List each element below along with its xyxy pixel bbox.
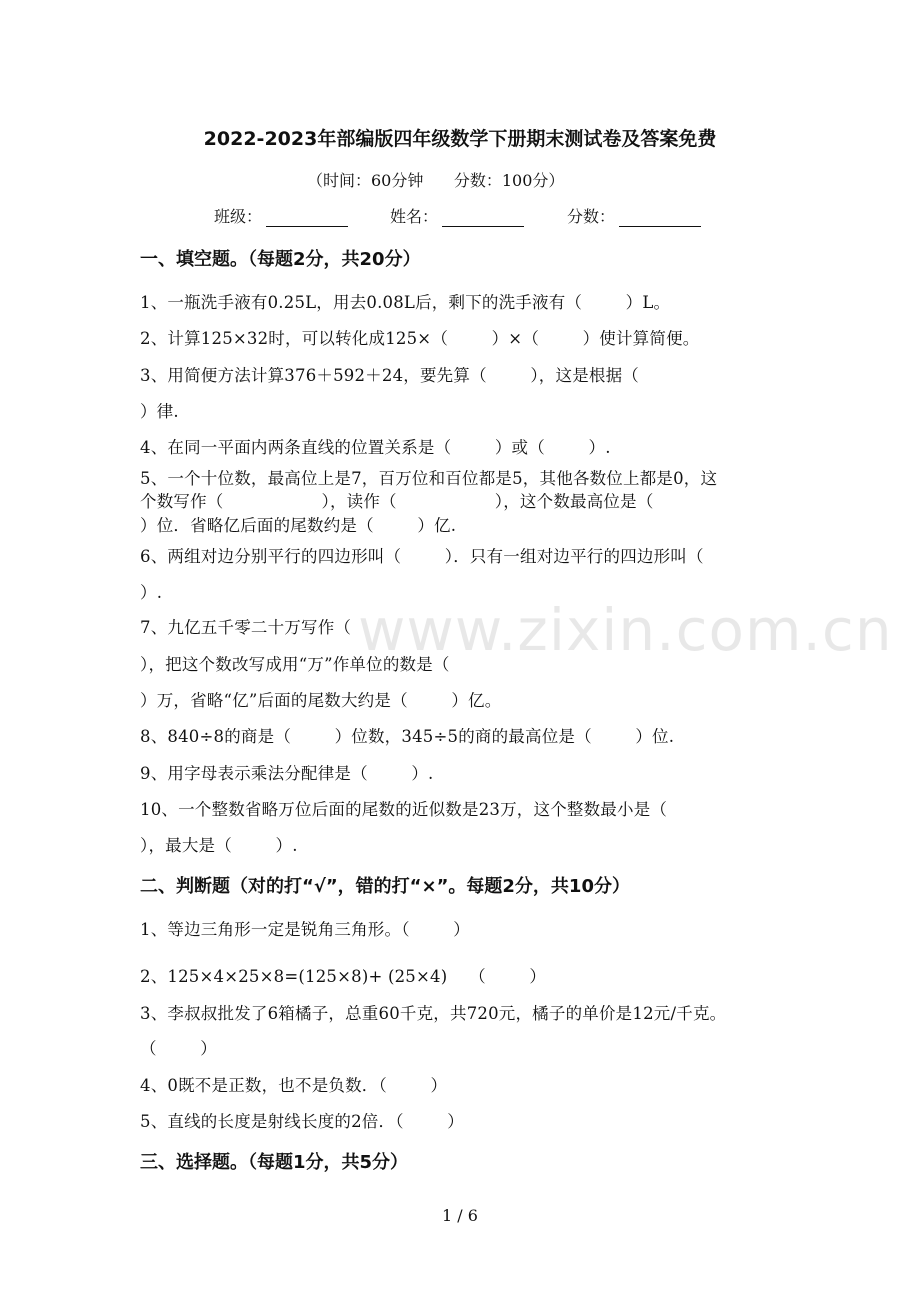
exam-time-score: （时间：60分钟 分数：100分）: [307, 171, 565, 190]
section-heading-true-false: 二、判断题（对的打“√”，错的打“×”。每题2分，共10分）: [140, 876, 630, 897]
page-title: 2022-2023年部编版四年级数学下册期末测试卷及答案免费: [203, 128, 717, 150]
watermark: www.zixin.com.cn: [358, 596, 893, 664]
question-line: ）位．省略亿后面的尾数约是（ ）亿.: [140, 516, 457, 535]
class-label: 班级：: [214, 207, 263, 226]
question-line: 个数写作（ ），读作（ ），这个数最高位是（: [140, 492, 654, 511]
name-field: [390, 204, 524, 227]
class-field: [214, 204, 348, 227]
question-line: 8、840÷8的商是（ ）位数，345÷5的商的最高位是（ ）位.: [140, 727, 675, 746]
question-line: 5、直线的长度是射线长度的2倍．（ ）: [140, 1112, 464, 1131]
question-line: ），把这个数改写成用“万”作单位的数是（: [140, 655, 450, 674]
question-line: （ ）: [140, 1039, 217, 1058]
question-line: 9、用字母表示乘法分配律是（ ）.: [140, 764, 434, 783]
question-line: 5、一个十位数，最高位上是7，百万位和百位都是5，其他各数位上都是0，这: [140, 469, 718, 488]
score-blank[interactable]: [619, 210, 701, 227]
question-line: 3、用简便方法计算376＋592＋24，要先算（ ），这是根据（: [140, 366, 639, 385]
name-label: 姓名：: [390, 207, 439, 226]
section-heading-multiple-choice: 三、选择题。（每题1分，共5分）: [140, 1152, 409, 1173]
class-blank[interactable]: [266, 210, 348, 227]
question-line: 2、计算125×32时，可以转化成125×（ ）×（ ）使计算简便。: [140, 329, 700, 348]
question-line: 1、一瓶洗手液有0.25L，用去0.08L后，剩下的洗手液有（ ）L。: [140, 293, 671, 312]
question-line: 7、九亿五千零二十万写作（: [140, 618, 352, 637]
question-line: 4、0既不是正数，也不是负数．（ ）: [140, 1076, 448, 1095]
question-line: 1、等边三角形一定是锐角三角形。（ ）: [140, 920, 470, 939]
score-field: [567, 204, 701, 227]
question-line: ）.: [140, 583, 163, 602]
question-line: ），最大是（ ）.: [140, 836, 298, 855]
question-line: 6、两组对边分别平行的四边形叫（ ）．只有一组对边平行的四边形叫（: [140, 547, 704, 566]
question-line: 4、在同一平面内两条直线的位置关系是（ ）或（ ）.: [140, 438, 611, 457]
name-blank[interactable]: [442, 210, 524, 227]
page-number: 1 / 6: [442, 1206, 478, 1225]
question-line: ）律.: [140, 402, 179, 421]
question-line: 10、一个整数省略万位后面的尾数的近似数是23万，这个整数最小是（: [140, 800, 668, 819]
question-line: 2、125×4×25×8=(125×8)+ (25×4) （ ）: [140, 967, 547, 986]
question-line: 3、李叔叔批发了6箱橘子，总重60千克，共720元，橘子的单价是12元/千克。: [140, 1004, 727, 1023]
section-heading-fill-in: 一、填空题。（每题2分，共20分）: [140, 249, 421, 270]
score-label: 分数：: [567, 207, 616, 226]
question-line: ）万，省略“亿”后面的尾数大约是（ ）亿。: [140, 691, 502, 710]
